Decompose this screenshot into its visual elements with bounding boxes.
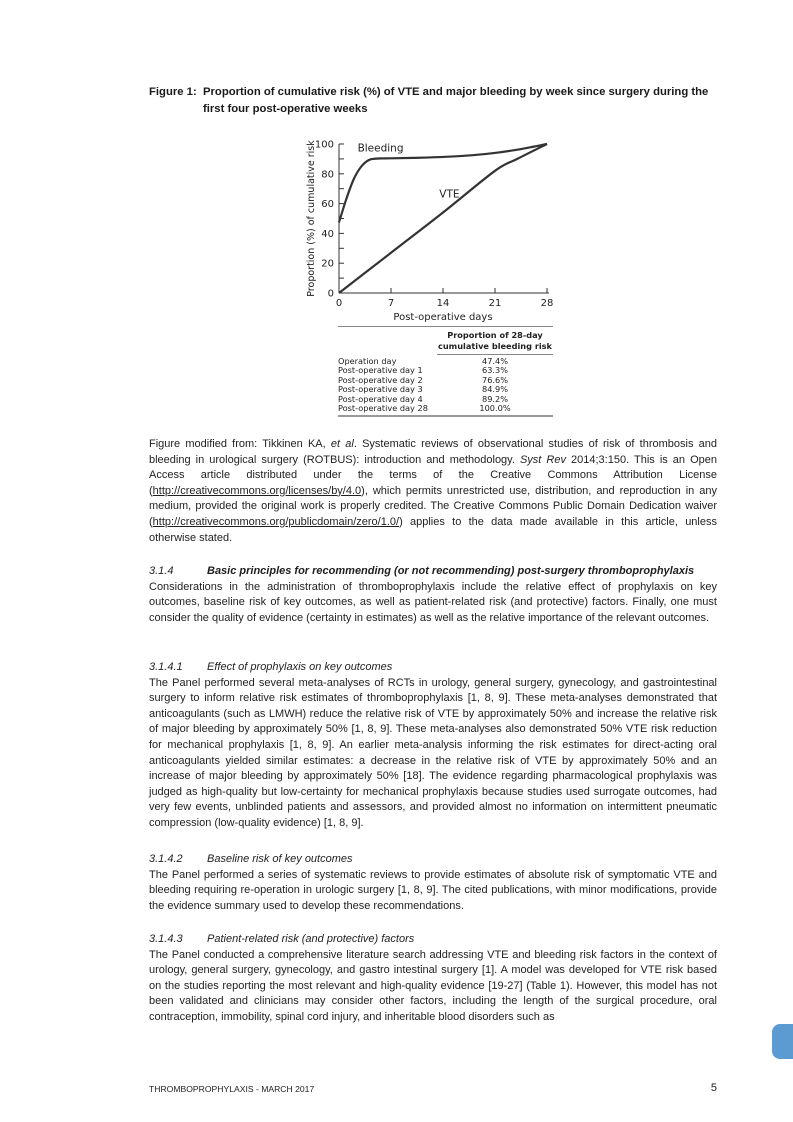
row-label: Post-operative day 28: [338, 403, 428, 414]
section-number: 3.1.4.3: [149, 933, 183, 945]
table-header-line2: cumulative bleeding risk: [438, 340, 552, 351]
figure-caption: [149, 84, 729, 118]
source-journal: Syst Rev: [519, 453, 566, 466]
section-3-1-4-2: [149, 852, 717, 914]
figure-title-line1: Proportion of cumulative risk (%) of VTE and major bleeding by week since surgery during the: [203, 86, 709, 98]
cc-zero-waiver-link[interactable]: http://creativecommons.org/publicdomain/zero/1.0/: [152, 515, 400, 528]
table-header: [437, 327, 553, 355]
page-number: 5: [710, 1082, 717, 1094]
row-value: 84.9%: [481, 384, 508, 395]
bleeding-risk-table: [338, 326, 553, 417]
source-text: . Systematic reviews of observational studies of risk of thrombosis and bleeding in urological surgery (ROTBUS): introduction and methodology.: [149, 438, 717, 466]
section-paragraph: The Panel performed several meta-analyses of RCTs in urology, general surgery, gynecology, and gastrointestinal surgery to inform relative risk estimates of thromboprophylaxis [1, 8, 9]. These meta-analyses demonstrated that anticoagulants (such as LMWH) reduce the relative risk of VTE by approximately 50% and increase the relative risk of major bleeding by approximately 50% [1, 8, 9]. These meta-analyses also demonstrated 50% VTE risk reduction for mechanical prophylaxis [1, 8, 9]. An earlier meta-analysis informing the risk estimates for direct-acting oral anticoagulants yielded similar estimates: a decrease in the relative risk of VTE by approximately 50% and an increase of major bleeding by approximately 50% [18]. The evidence regarding pharmacological prophylaxis was judged as high-quality but low-certainty for mechanical prophylaxis because studies used surrogate outcomes, had very few events, unblinded patients and assessors, and provided almost no information on intermittent pneumatic compression (low-quality evidence) [1, 8, 9].: [149, 676, 717, 829]
y-tick-label: 80: [321, 169, 334, 181]
x-tick-label: 28: [540, 298, 554, 309]
x-tick-label: 21: [488, 298, 502, 309]
x-tick-label: 7: [387, 298, 395, 309]
bleeding-series-label: Bleeding: [357, 142, 404, 155]
section-heading: [149, 564, 717, 580]
y-tick-label: 100: [314, 139, 334, 151]
row-value: 100.0%: [479, 403, 511, 414]
y-tick-label: 60: [321, 199, 334, 211]
row-label: Post-operative day 3: [338, 384, 423, 395]
table-body: [338, 355, 553, 415]
row-value: 63.3%: [481, 365, 508, 376]
section-3-1-4: [149, 564, 717, 626]
y-tick-label: 20: [321, 258, 334, 270]
section-3-1-4-1: [149, 660, 717, 832]
section-number: 3.1.4: [149, 565, 174, 577]
x-tick-label: 14: [436, 298, 450, 309]
source-text: 2014;3:150. This is an Open Access article distributed under the terms of the Creative Commons Attribution License (: [149, 453, 718, 497]
section-title: Patient-related risk (and protective) factors: [207, 933, 415, 945]
side-navigation-tab[interactable]: [772, 1024, 793, 1059]
row-label: Post-operative day 2: [338, 374, 423, 385]
source-text: ) applies to the data made available in this article, unless otherwise stated.: [149, 515, 717, 544]
footer-title: THROMBOPROPHYLAXIS - MARCH 2017: [149, 1084, 315, 1094]
chart-series: [339, 144, 547, 293]
figure-title-line2: first four post-operative weeks: [203, 103, 368, 115]
x-axis-label: Post-operative days: [393, 312, 493, 323]
row-label: Operation day: [338, 356, 397, 366]
vte-series-label: VTE: [439, 188, 460, 201]
row-value: 89.2%: [481, 393, 508, 404]
figure-number: Figure 1:: [149, 86, 197, 98]
section-number: 3.1.4.1: [149, 661, 183, 673]
row-label: Post-operative day 1: [338, 365, 423, 376]
section-title: Basic principles for recommending (or not recommending) post-surgery thromboprophylaxis: [207, 565, 695, 577]
section-3-1-4-3: [149, 932, 717, 1026]
section-heading: [149, 932, 717, 948]
source-text: Figure modified from: Tikkinen KA,: [149, 438, 331, 450]
figure-source-note: [149, 437, 717, 546]
cumulative-risk-chart: [296, 130, 566, 330]
section-heading: [149, 852, 717, 868]
row-value: 76.6%: [481, 374, 508, 385]
row-label: Post-operative day 4: [338, 393, 423, 404]
section-paragraph: The Panel conducted a comprehensive literature search addressing VTE and bleeding risk factors in the context of urology, general surgery, gynecology, and gastro intestinal surgery [1]. A model was developed for VTE risk based on the studies reporting the most relevant and high-quality evidence [19-27] (Table 1). However, this model has not been validated and clinicians may consider other factors, including the length of the surgical procedure, oral contraception, immobility, spinal cord injury, and inheritable blood disorders such as: [149, 948, 717, 1023]
chart-axes: [339, 144, 549, 293]
cc-by-license-link[interactable]: http://creativecommons.org/licenses/by/4.0: [152, 484, 362, 497]
table-row: [338, 404, 553, 413]
x-tick-label: 0: [335, 298, 343, 309]
source-etal: et al: [330, 438, 354, 450]
series-line-bleeding: [339, 144, 547, 222]
series-line-vte: [339, 144, 547, 293]
section-title: Baseline risk of key outcomes: [207, 853, 353, 865]
source-text: ), which permits unrestricted use, distribution, and reproduction in any medium, provided the original work is properly credited. The Creative Commons Public Domain Dedication waiver (: [149, 484, 717, 528]
y-axis-label: Proportion (%) of cumulative risk: [306, 140, 317, 297]
section-number: 3.1.4.2: [149, 853, 183, 865]
section-title: Effect of prophylaxis on key outcomes: [207, 661, 393, 673]
y-tick-label: 40: [321, 228, 334, 240]
section-paragraph: Considerations in the administration of thromboprophylaxis include the relative effect of prophylaxis on key outcomes, baseline risk of key outcomes, as well as patient-related risk (and protective) factors. Finally, one must consider the quality of evidence (certainty in estimates) as well as the relative importance of the relevant outcomes.: [149, 580, 717, 624]
y-tick-label: 0: [327, 288, 334, 300]
row-value: 47.4%: [481, 356, 508, 366]
table-bottom-rule: [338, 415, 553, 417]
section-heading: [149, 660, 717, 676]
table-header-line1: Proportion of 28-day: [447, 330, 543, 340]
section-paragraph: The Panel performed a series of systematic reviews to provide estimates of absolute risk of symptomatic VTE and bleeding requiring re-operation in urologic surgery [1, 8, 9]. The cited publications, with minor modifications, provide the evidence summary used to develop these recommendations.: [149, 868, 717, 912]
